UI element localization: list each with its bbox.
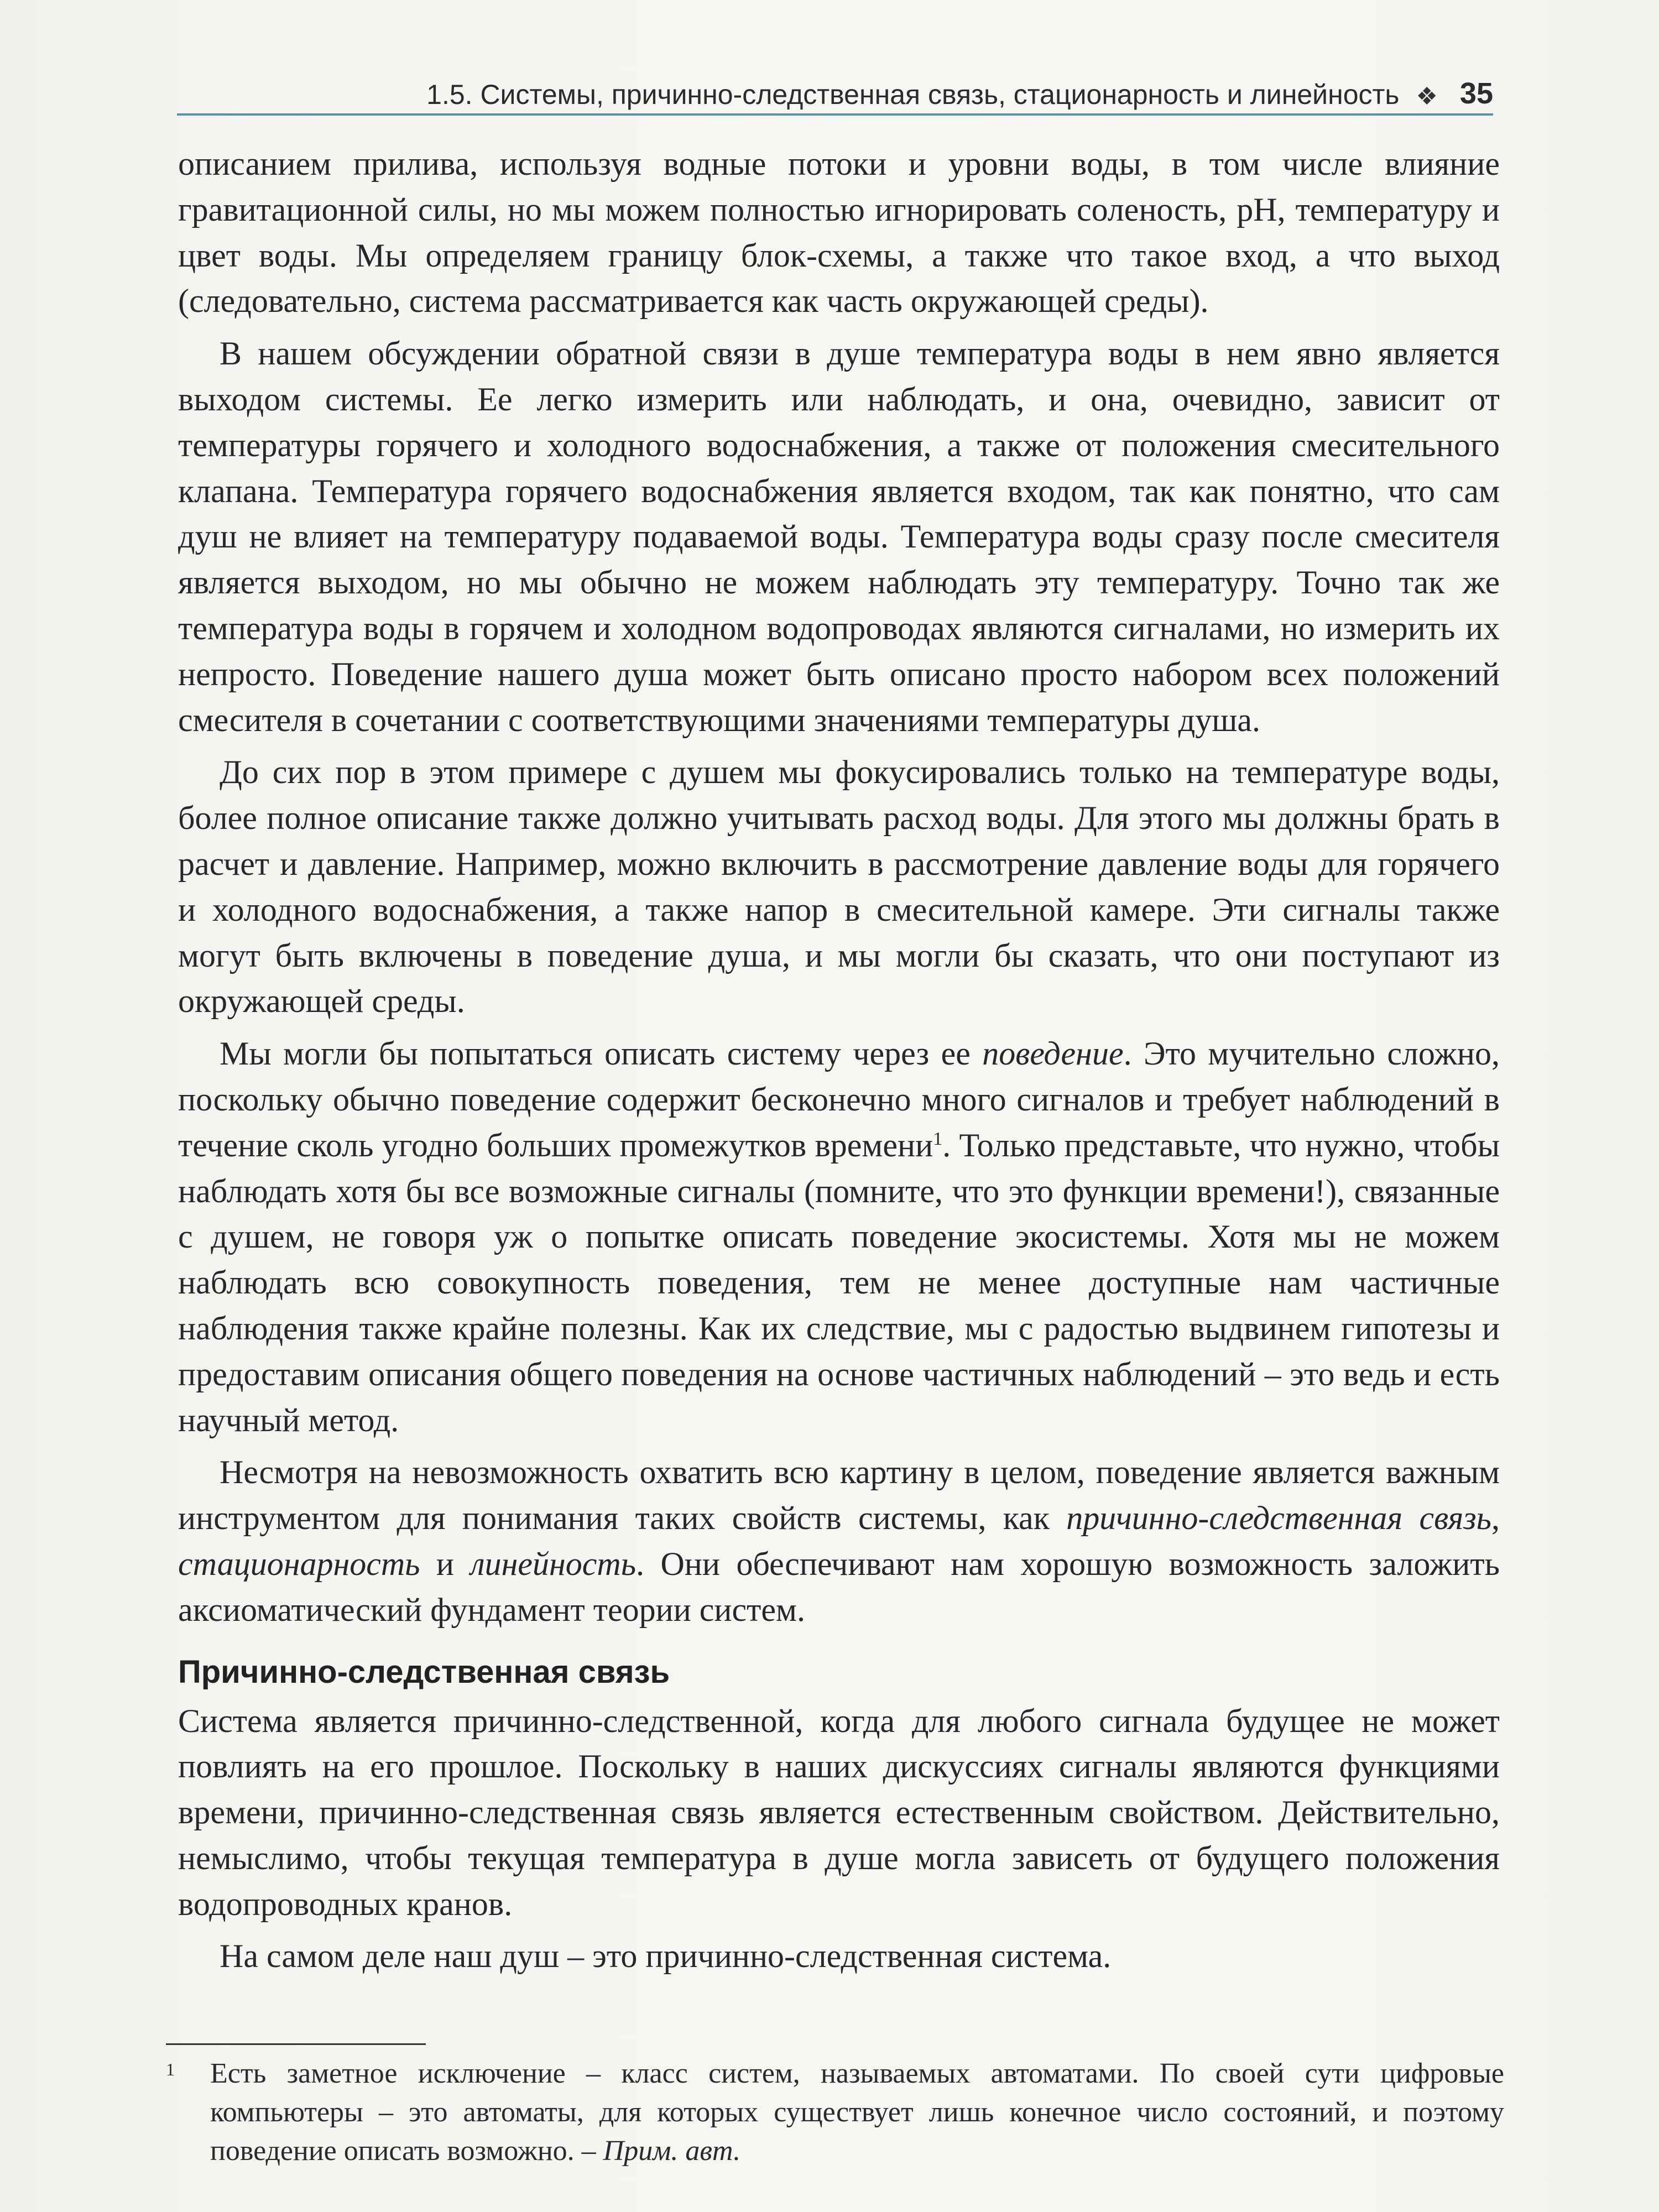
paragraph-7: На самом деле наш душ – это причинно-следственная система.	[220, 1938, 1112, 1975]
section-heading: Причинно-следственная связь	[178, 1653, 670, 1690]
term-stationarity: стационарность	[178, 1545, 420, 1582]
footnote-rule	[166, 2043, 426, 2045]
paragraph-4	[178, 1031, 1500, 1443]
paragraph-4-part-c: . Только представьте, что нужно, чтобы наблюдать хотя бы все возможные сигналы (помните, что это функции времени!), связанные с душем, не говоря уж о попытке описать поведение экосистемы. Хотя мы не можем наблюдать всю совокупность поведения, тем не менее доступные нам частичные наблюдения также крайне полезны. Как их следствие, мы с радостью выдвинем гипотезы и предоставим описания общего поведения на основе частичных наблюдений – это ведь и есть научный метод.	[178, 1126, 1500, 1438]
paragraph-2: В нашем обсуждении обратной связи в душе температура воды в нем явно является выходом системы. Ее легко измерить или наблюдать, и она, очевидно, зависит от температуры горячего и холодного водоснабжения, а также от положения смесительного клапана. Температура горячего водоснабжения является входом, так как понятно, что сам душ не влияет на температуру подаваемой воды. Температура воды сразу после смесителя является выходом, но мы обычно не можем наблюдать эту температуру. Точно так же температура воды в горячем и холодном водопроводах являются сигналами, но измерить их непросто. Поведение нашего душа может быть описано просто набором всех положений смесителя в сочетании с соответствующими значениями температуры душа.	[178, 335, 1500, 738]
paragraph-5-part-b: ,	[1491, 1500, 1500, 1537]
paragraph-3: До сих пор в этом примере с душем мы фокусировались только на температуре воды, более полное описание также должно учитывать расход воды. Для этого мы должны брать в расчет и давление. Например, можно включить в рассмотрение давление воды для горячего и холодного водоснабжения, а также напор в смесительной камере. Эти сигналы также могут быть включены в поведение душа, и мы могли бы сказать, что они поступают из окружающей среды.	[178, 754, 1500, 1020]
footnote-attribution: Прим. авт.	[603, 2135, 741, 2167]
term-linearity: линейность	[470, 1545, 637, 1582]
term-behavior: поведение	[982, 1035, 1124, 1072]
paragraph-5-part-a: Несмотря на невозможность охватить всю картину в целом, поведение является важным инструментом для понимания таких свойств системы, как	[178, 1454, 1500, 1537]
paragraph-1: описанием прилива, используя водные потоки и уровни воды, в том числе влияние гравитационной силы, но мы можем полностью игнорировать соленость, pH, температуру и цвет воды. Мы определяем границу блок-схемы, а также что такое вход, а что выход (следовательно, система рассматривается как часть окружающей среды).	[178, 145, 1500, 320]
footnote-mark: 1	[166, 2059, 175, 2079]
header-rule	[177, 113, 1493, 116]
running-header-title: 1.5. Системы, причинно-следственная связь, стационарность и линейность	[426, 79, 1400, 110]
page-number: 35	[1459, 77, 1493, 110]
ornament-icon: ❖	[1416, 83, 1438, 110]
footnote-text: Есть заметное исключение – класс систем, называемых автоматами. По своей сути цифровые компьютеры – это автоматы, для которых существует лишь конечное число состояний, и поэтому поведение описать возможно. –	[210, 2058, 1504, 2167]
footnote-body	[166, 2054, 1504, 2171]
paragraph-4-part-a: Мы могли бы попытаться описать систему через ее	[220, 1035, 983, 1072]
paragraph-5-part-c: и	[420, 1545, 471, 1582]
running-header	[177, 58, 1493, 111]
paragraph-6: Система является причинно-следственной, когда для любого сигнала будущее не может повлиять на его прошлое. Поскольку в наших дискуссиях сигналы являются функциями времени, причинно-следственная связь является естественным свойством. Действительно, немыслимо, чтобы текущая температура в душе могла зависеть от будущего положения водопроводных кранов.	[178, 1702, 1500, 1922]
footnote	[166, 2054, 1504, 2171]
paragraph-5-part-d: . Они обеспечивают нам хорошую возможность заложить аксиоматический фундамент теории систем.	[178, 1545, 1500, 1628]
term-causality: причинно-следственная связь	[1066, 1500, 1491, 1537]
paragraph-5	[178, 1449, 1500, 1632]
footnote-reference: 1	[933, 1128, 943, 1149]
paragraph-4-part-b: . Это мучительно сложно, поскольку обычно поведение содержит бесконечно много сигналов и требует наблюдений в течение сколь угодно больших промежутков времени	[178, 1035, 1500, 1164]
main-text	[178, 141, 1500, 1986]
